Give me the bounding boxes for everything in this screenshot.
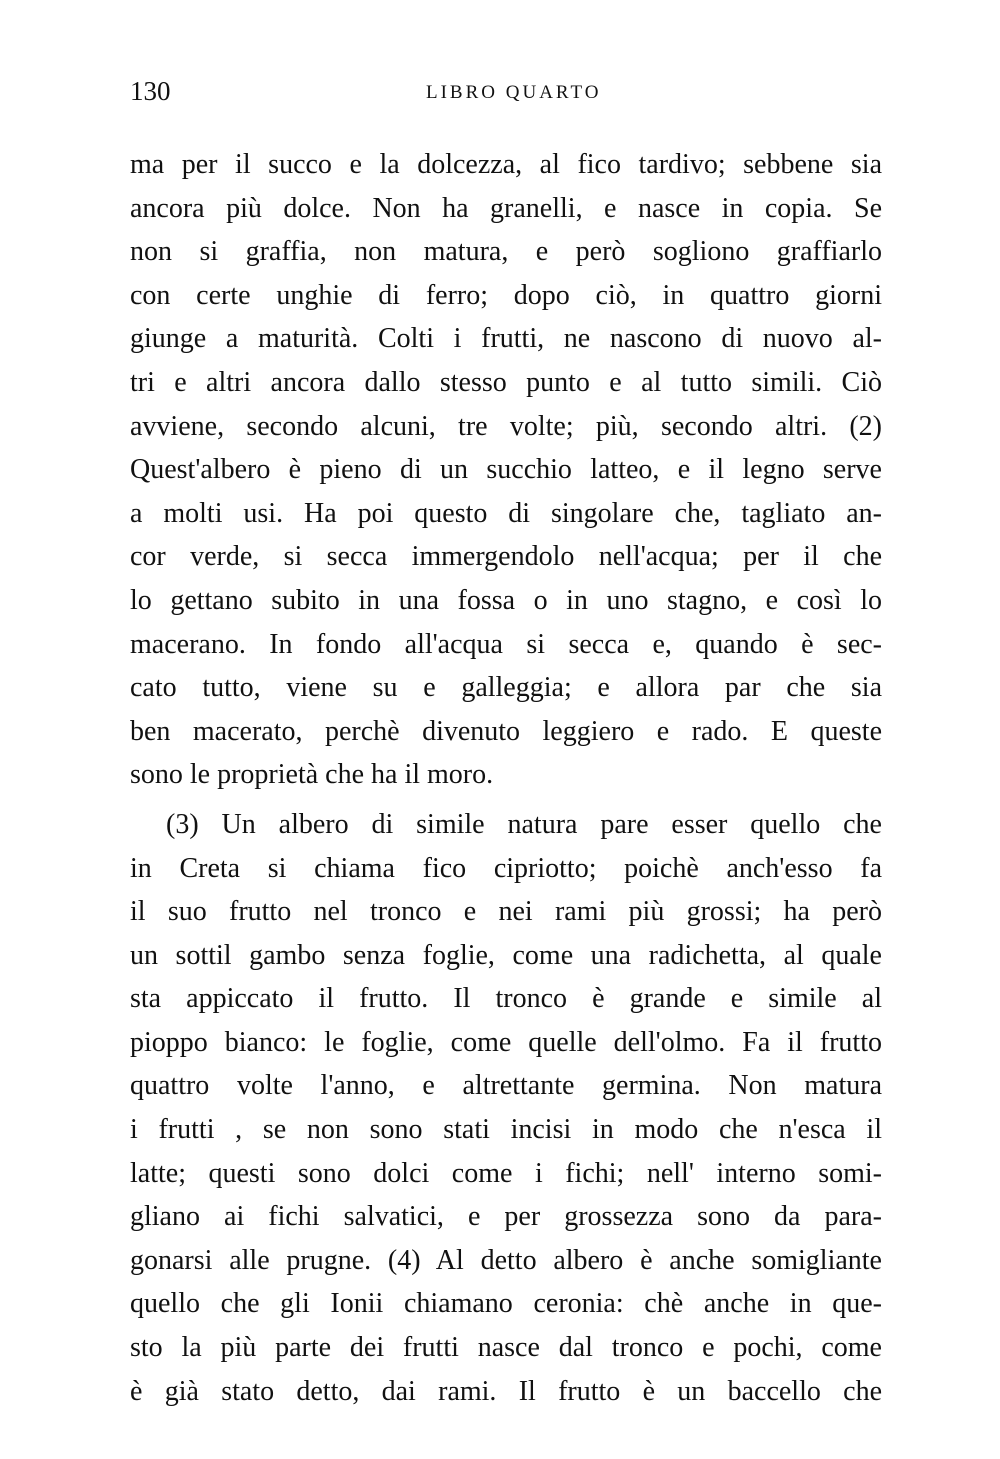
text-line: quattro volte l'anno, e altrettante germina. Non matura bbox=[130, 1070, 882, 1102]
text-line: sta appiccato il frutto. Il tronco è grande e simile al bbox=[130, 983, 882, 1015]
text-line: pioppo bianco: le foglie, come quelle dell'olmo. Fa il frutto bbox=[130, 1026, 882, 1058]
text-line: macerano. In fondo all'acqua si secca e, quando è sec- bbox=[130, 628, 882, 660]
text-line: in Creta si chiama fico cipriotto; poichè anch'esso fa bbox=[130, 852, 882, 884]
paragraph-2 bbox=[130, 803, 882, 1413]
text-line: giunge a maturità. Colti i frutti, ne nascono di nuovo al- bbox=[130, 323, 882, 355]
text-line: non si graffia, non matura, e però sogliono graffiarlo bbox=[130, 236, 882, 268]
text-line: gonarsi alle prugne. (4) Al detto albero è anche somigliante bbox=[130, 1244, 882, 1276]
text-line: Quest'albero è pieno di un succhio latteo, e il legno serve bbox=[130, 454, 882, 486]
text-line: lo gettano subito in una fossa o in uno stagno, e così lo bbox=[130, 584, 882, 616]
text-line: sono le proprietà che ha il moro. bbox=[130, 759, 494, 791]
text-line: cato tutto, viene su e galleggia; e allora par che sia bbox=[130, 672, 882, 704]
text-line: gliano ai fichi salvatici, e per grossezza sono da para- bbox=[130, 1201, 882, 1233]
text-line: avviene, secondo alcuni, tre volte; più, secondo altri. (2) bbox=[130, 410, 882, 442]
text-line: ben macerato, perchè divenuto leggiero e rado. E queste bbox=[130, 715, 882, 747]
text-line: (3) Un albero di simile natura pare esser quello che bbox=[166, 808, 882, 840]
text-line: è già stato detto, dai rami. Il frutto è un baccello che bbox=[130, 1375, 882, 1407]
text-line: a molti usi. Ha poi questo di singolare che, tagliato an- bbox=[130, 497, 882, 529]
page-number: 130 bbox=[130, 76, 171, 106]
body-text bbox=[130, 143, 882, 1413]
text-line: tri e altri ancora dallo stesso punto e al tutto simili. Ciò bbox=[130, 366, 882, 398]
running-header bbox=[130, 76, 890, 112]
text-line: con certe unghie di ferro; dopo ciò, in quattro giorni bbox=[130, 279, 882, 311]
text-line: ma per il succo e la dolcezza, al fico tardivo; sebbene sia bbox=[130, 149, 882, 180]
text-line: quello che gli Ionii chiamano ceronia: chè anche in que- bbox=[130, 1288, 882, 1320]
text-line: sto la più parte dei frutti nasce dal tronco e pochi, come bbox=[130, 1332, 882, 1364]
text-line: cor verde, si secca immergendolo nell'acqua; per il che bbox=[130, 541, 882, 573]
running-title: LIBRO QUARTO bbox=[426, 82, 602, 103]
text-line: latte; questi sono dolci come i fichi; nell' interno somi- bbox=[130, 1157, 882, 1189]
text-line: il suo frutto nel tronco e nei rami più grossi; ha però bbox=[130, 896, 882, 928]
text-line: ancora più dolce. Non ha granelli, e nasce in copia. Se bbox=[130, 192, 882, 224]
paragraph-1 bbox=[130, 143, 882, 797]
text-line: i frutti , se non sono stati incisi in modo che n'esca il bbox=[130, 1114, 882, 1146]
text-line: un sottil gambo senza foglie, come una radichetta, al quale bbox=[130, 939, 882, 971]
